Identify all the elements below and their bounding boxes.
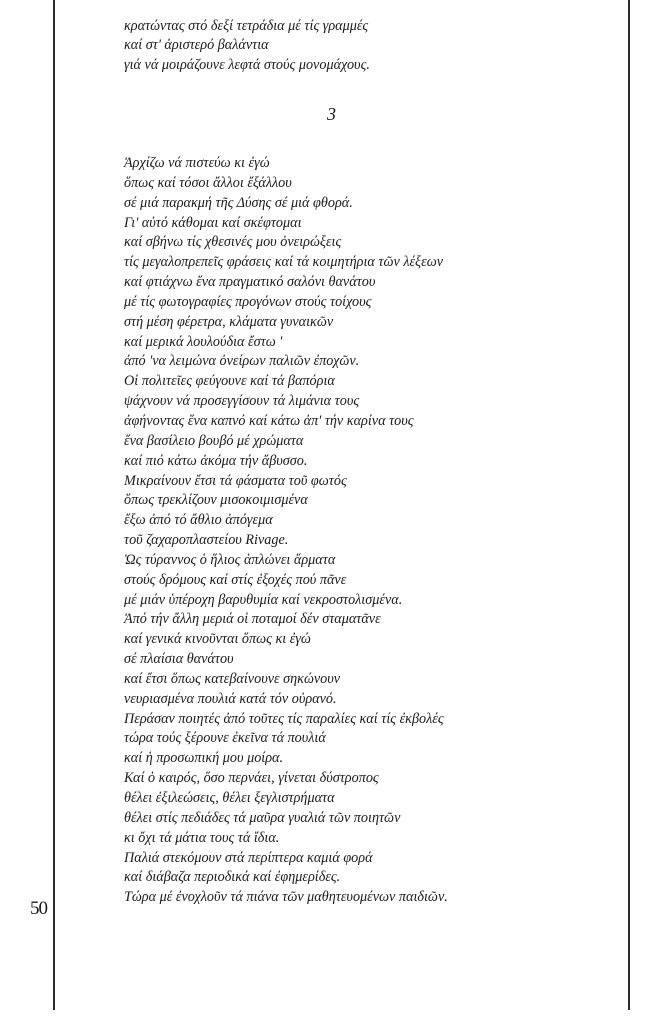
poem-line: τώρα τούς ξέρουνε ἐκεῖνα τά πουλιά bbox=[124, 730, 326, 747]
poem-line: Ὡς τύραννος ὁ ἥλιος ἁπλώνει ἅρματα bbox=[124, 551, 336, 568]
poem-line: ἀπό 'να λειμώνα ὀνείρων παλιῶν ἐποχῶν. bbox=[124, 353, 360, 370]
poem-line: Καί ὁ καιρός, ὅσο περνάει, γίνεται δύστροπος bbox=[124, 770, 379, 787]
poem-line: μέ μιάν ὑπέροχη βαρυθυμία καί νεκροστολισμένα. bbox=[124, 591, 403, 608]
poem-line: καί στ' ἀριστερό βαλάντια bbox=[124, 37, 269, 54]
poem-line: καί πιό κάτω ἀκόμα τήν ἄβυσσο. bbox=[124, 452, 308, 469]
poem-line: ὅπως καί τόσοι ἄλλοι ἔξάλλου bbox=[124, 174, 292, 191]
poem-top-stanza bbox=[124, 17, 614, 75]
poem-line: Ἀπό τήν ἄλλη μεριά οἱ ποταμοί δέν σταματᾶνε bbox=[124, 611, 381, 628]
poem-line: Περάσαν ποιητές ἀπό τοῦτες τίς παραλίες καί τίς ἐκβολές bbox=[124, 710, 444, 727]
poem-line: ἀφήνοντας ἕνα καπνό καί κάτω ἀπ' τήν καρίνα τους bbox=[124, 412, 414, 429]
poem-main-stanza bbox=[124, 154, 614, 908]
poem-line: στούς δρόμους καί στίς ἐξοχές πού πᾶνε bbox=[124, 571, 347, 588]
right-margin-rule bbox=[628, 0, 630, 1010]
poem-line: καί γενικά κινοῦνται ὅπως κι ἐγώ bbox=[124, 631, 311, 648]
poem-line: ἕνα βασίλειο βουβό μέ χρώματα bbox=[124, 432, 304, 449]
poem-line: Τώρα μέ ἐνοχλοῦν τά πιάνα τῶν μαθητευομένων παιδιῶν. bbox=[124, 889, 448, 906]
poem-line: Παλιά στεκόμουν στά περίπτερα καμιά φορά bbox=[124, 849, 373, 866]
page-number: 50 bbox=[30, 898, 47, 919]
poem-line: τίς μεγαλοπρεπεῖς φράσεις καί τά κοιμητήρια τῶν λέξεων bbox=[124, 254, 444, 271]
poem-line: καί διάβαζα περιοδικά καί ἐφημερίδες. bbox=[124, 869, 341, 886]
poem-line: καί φτιάχνω ἕνα πραγματικό σαλόνι θανάτου bbox=[124, 274, 376, 291]
poem-line: καί ἡ προσωπική μου μοίρα. bbox=[124, 750, 284, 767]
poem-line: σέ πλαίσια θανάτου bbox=[124, 651, 234, 668]
poem-line: γιά νά μοιράζουνε λεφτά στούς μονομάχους. bbox=[124, 56, 370, 73]
poem-line: θέλει στίς πεδιάδες τά μαῦρα γυαλιά τῶν ποιητῶν bbox=[124, 809, 401, 826]
poem-line: σέ μιά παρακμή τῆς Δύσης σέ μιά φθορά. bbox=[124, 194, 353, 211]
poem-line: ἔξω ἀπό τό ἄθλιο ἀπόγεμα bbox=[124, 512, 273, 529]
poem-line: καί ἔτσι ὅπως κατεβαίνουνε σηκώνουν bbox=[124, 670, 341, 687]
poem-line: θέλει ἐξιλεώσεις, θέλει ξεγλιστρήματα bbox=[124, 790, 335, 806]
poem-line: κι ὄχι τά μάτια τους τά ἴδια. bbox=[124, 829, 280, 846]
poem-line: στή μέση φέρετρα, κλάματα γυναικῶν bbox=[124, 313, 334, 330]
poem-line: κρατώντας στό δεξί τετράδια μέ τίς γραμμές bbox=[124, 18, 369, 34]
poem-line: καί σβήνω τίς χθεσινές μου ὀνειρώξεις bbox=[124, 234, 342, 251]
poem-line: Οἱ πολιτεῖες φεύγουνε καί τά βαπόρια bbox=[124, 373, 335, 390]
section-number: 3 bbox=[327, 104, 336, 124]
poem-line: μέ τίς φωτογραφίες προγόνων στούς τοίχους bbox=[124, 293, 372, 310]
poem-line: Μικραίνουν ἔτσι τά φάσματα τοῦ φωτός bbox=[124, 472, 347, 489]
poem-line: νευριασμένα πουλιά κατά τόν οὐρανό. bbox=[124, 690, 337, 707]
left-margin-rule bbox=[53, 0, 55, 1010]
poem-line: Ἀρχίζω νά πιστεύω κι ἐγώ bbox=[124, 155, 270, 171]
poem-line: ὅπως τρεκλίζουν μισοκοιμισμένα bbox=[124, 492, 308, 509]
poem-line: καί μερικά λουλούδια ἔστω ' bbox=[124, 333, 283, 350]
poem-line: τοῦ ζαχαροπλαστείου Rivage. bbox=[124, 532, 289, 549]
poem-line: Γι' αὐτό κάθομαι καί σκέφτομαι bbox=[124, 214, 302, 231]
poem-line: ψάχνουν νά προσεγγίσουν τά λιμάνια τους bbox=[124, 393, 360, 410]
